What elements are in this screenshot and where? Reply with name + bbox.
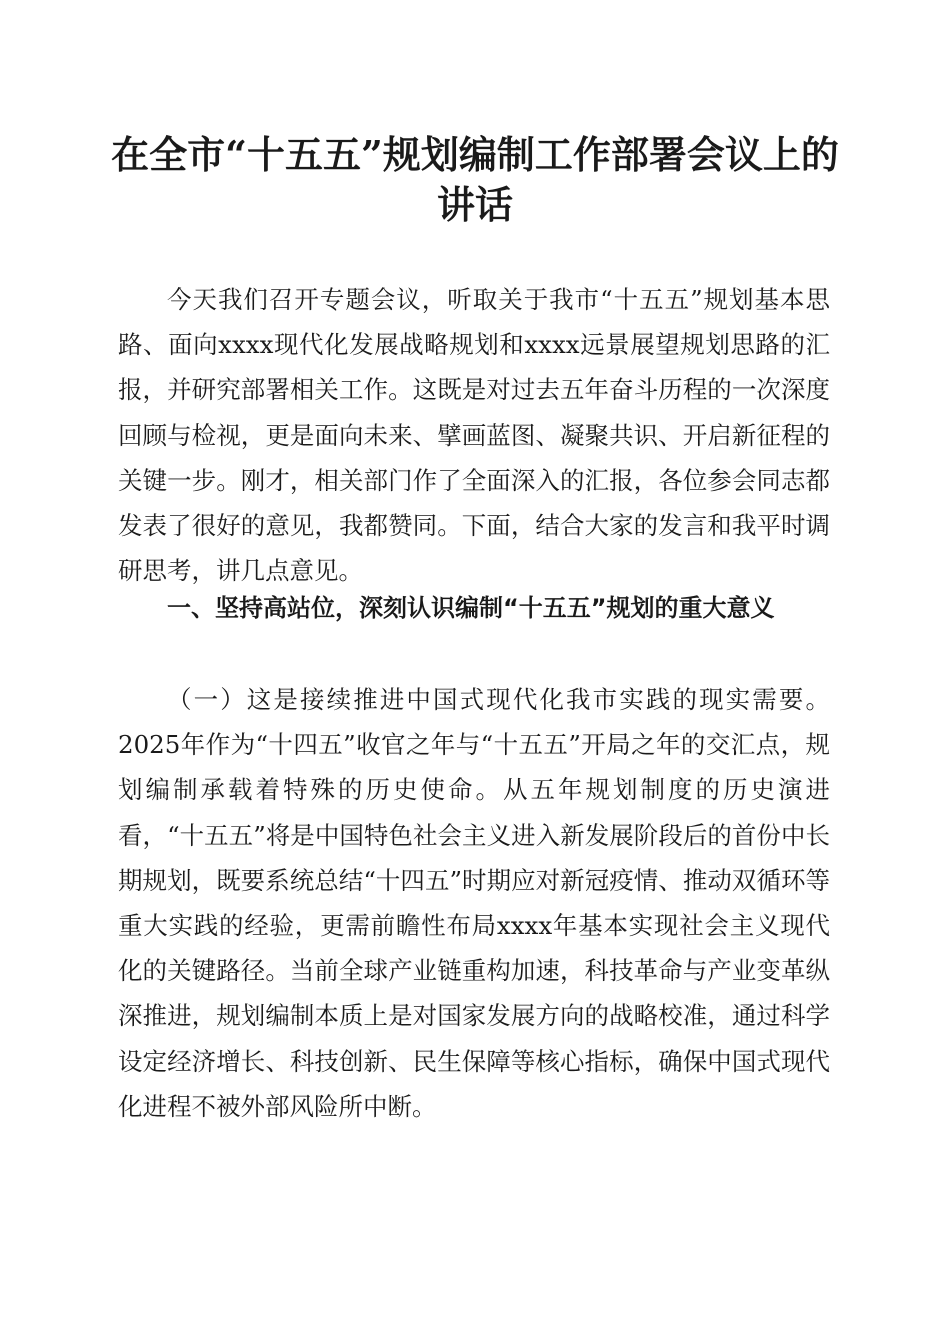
- document-title: 在全市“十五五”规划编制工作部署会议上的讲话: [111, 132, 839, 227]
- subsection-text: 2025年作为“十四五”收官之年与“十五五”开局之年的交汇点，规划编制承载着特殊的历史使命。从五年规划制度的历史演进看，“十五五”将是中国特色社会主义进入新发展阶段后的首份中长期规划，既要系统总结“十四五”时期应对新冠疫情、推动双循环等重大实践的经验，更需前瞻性布局xxxx年基本实现社会主义现代化的关键路径。当前全球产业链重构加速，科技革命与产业变革纵深推进，规划编制本质上是对国家发展方向的战略校准，通过科学设定经济增长、科技创新、民生保障等核心指标，确保中国式现代化进程不被外部风险所中断。: [118, 730, 830, 1121]
- subsection-heading: （一）这是接续推进中国式现代化我市实践的现实需要。: [167, 685, 830, 714]
- subsection-paragraph: [118, 677, 830, 1129]
- section-heading: 一、坚持高站位，深刻认识编制“十五五”规划的重大意义: [167, 594, 775, 622]
- intro-paragraph: 今天我们召开专题会议，听取关于我市“十五五”规划基本思路、面向xxxx现代化发展战略规划和xxxx远景展望规划思路的汇报，并研究部署相关工作。这既是对过去五年奋斗历程的一次深度回顾与检视，更是面向未来、擘画蓝图、凝聚共识、开启新征程的关键一步。刚才，相关部门作了全面深入的汇报，各位参会同志都发表了很好的意见，我都赞同。下面，结合大家的发言和我平时调研思考，讲几点意见。: [118, 285, 830, 586]
